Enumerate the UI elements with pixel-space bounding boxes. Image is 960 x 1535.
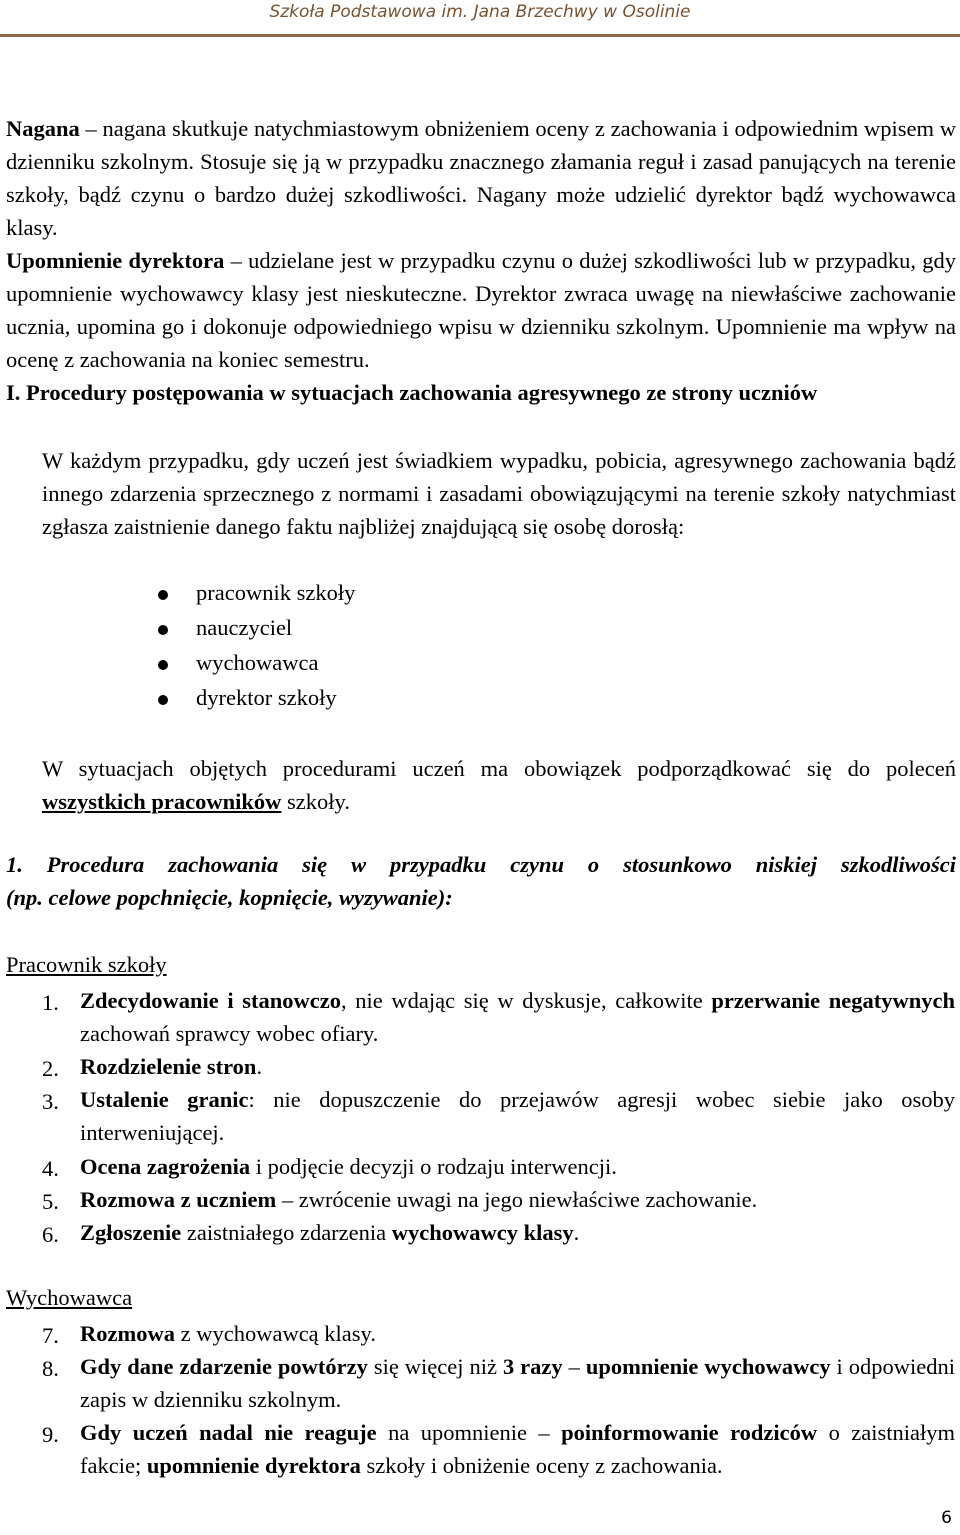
bullet-icon: [158, 660, 168, 670]
bullet-icon: [158, 590, 168, 600]
list-item-bold-text: Gdy uczeń nadal nie reaguje: [80, 1420, 377, 1445]
list-item-bold-text: Zgłoszenie: [80, 1220, 182, 1245]
header-rule: [0, 34, 960, 37]
list-item-text: – zwrócenie uwagi na jego niewłaściwe zachowanie.: [276, 1187, 758, 1212]
list-item-number: 2.: [42, 1056, 59, 1081]
list-item-number: 5.: [42, 1189, 59, 1214]
list-item-bold-text: upomnienie wychowawcy: [585, 1354, 831, 1379]
bullet-icon: [158, 695, 168, 705]
page-header: Szkoła Podstawowa im. Jana Brzechwy w Osolinie: [269, 2, 691, 22]
wychowawca-heading: Wychowawca: [6, 1285, 133, 1310]
list-item-number: 8.: [42, 1356, 59, 1381]
list-item: [80, 1317, 955, 1350]
list-item-number: 9.: [42, 1422, 59, 1447]
obligation-end: szkoły.: [281, 789, 350, 814]
bullet-item: wychowawca: [196, 650, 319, 675]
list-item-number: 7.: [42, 1323, 59, 1348]
list-item-text: .: [573, 1220, 580, 1245]
list-item-number: 1.: [42, 990, 59, 1015]
list-item-text: o zaistniałym fakcie;: [80, 1420, 955, 1478]
nagana-paragraph: [6, 112, 956, 244]
pracownik-heading: Pracownik szkoły: [6, 952, 167, 977]
list-item: [80, 984, 955, 1050]
list-item-bold-text: Zdecydowanie i stanowczo: [80, 988, 342, 1013]
list-item-text: –: [562, 1354, 586, 1379]
list-item-text: się więcej niż: [367, 1354, 503, 1379]
list-item-text: zaistniałego zdarzenia: [181, 1220, 392, 1245]
list-item-text: z wychowawcą klasy.: [174, 1321, 376, 1346]
obligation-paragraph: [42, 752, 956, 818]
bullet-item: dyrektor szkoły: [196, 685, 337, 710]
list-item-text: , nie wdając się w dyskusje, całkowite: [341, 988, 712, 1013]
list-item-bold-text: 3 razy: [502, 1354, 563, 1379]
bullet-item: nauczyciel: [196, 615, 293, 640]
list-item-bold-text: upomnienie dyrektora: [146, 1453, 361, 1478]
list-item-bold-text: Rozdzielenie stron: [80, 1054, 257, 1079]
obligation-start: W sytuacjach objętych procedurami uczeń ma obowiązek podporządkować się do poleceń: [42, 756, 956, 781]
list-item-bold-text: Rozmowa: [80, 1321, 175, 1346]
upomnienie-text: – udzielane jest w przypadku czynu o dużej szkodliwości lub w przypadku, gdy upomnienie wychowawcy klasy jest nieskuteczne. Dyrektor zwraca uwagę na niewłaściwe zachowanie ucznia, upomina go i dokonuje odpowiedniego wpisu w dzienniku szkolnym. Upomnienie ma wpływ na ocenę z zachowania na koniec semestru.: [6, 248, 956, 372]
list-item-number: 6.: [42, 1222, 59, 1247]
section-title: I. Procedury postępowania w sytuacjach zachowania agresywnego ze strony uczniów: [6, 380, 818, 405]
list-item-number: 4.: [42, 1156, 59, 1181]
list-item-text: na upomnienie –: [376, 1420, 562, 1445]
bullet-item: pracownik szkoły: [196, 580, 356, 605]
list-item-bold-text: przerwanie negatywnych: [711, 988, 956, 1013]
nagana-text: – nagana skutkuje natychmiastowym obniżeniem oceny z zachowania i odpowiednim wpisem w dzienniku szkolnym. Stosuje się ją w przypadku znacznego złamania reguł i zasad panujących na terenie szkoły, bądź czynu o bardzo dużej szkodliwości. Nagany może udzielić dyrektor bądź wychowawca klasy.: [6, 116, 956, 240]
list-item: [80, 1183, 955, 1216]
list-item: [80, 1216, 955, 1249]
list-item-bold-text: Ustalenie granic: [80, 1087, 249, 1112]
upomnienie-paragraph: [6, 244, 956, 376]
page-number: 6: [941, 1508, 952, 1528]
upomnienie-term: Upomnienie dyrektora: [6, 248, 225, 273]
list-item: [80, 1416, 955, 1482]
list-item-bold-text: wychowawcy klasy: [391, 1220, 574, 1245]
list-item: [80, 1350, 955, 1416]
list-item-number: 3.: [42, 1089, 59, 1114]
nagana-term: Nagana: [6, 116, 80, 141]
list-item-text: szkoły i obniżenie oceny z zachowania.: [360, 1453, 723, 1478]
list-item: [80, 1150, 955, 1183]
procedure-title-line2: (np. celowe popchnięcie, kopnięcie, wyzywanie):: [6, 885, 453, 910]
list-item-text: i odpowiedni zapis w dzienniku szkolnym.: [80, 1354, 956, 1412]
list-item-text: : nie dopuszczenie do przejawów agresji wobec siebie jako osoby interweniującej.: [80, 1087, 955, 1145]
list-item-text: zachowań sprawcy wobec ofiary.: [80, 1021, 379, 1046]
list-item-bold-text: Ocena zagrożenia: [80, 1154, 251, 1179]
list-item-bold-text: Gdy dane zdarzenie powtórzy: [80, 1354, 368, 1379]
obligation-emphasis: wszystkich pracowników: [42, 789, 282, 814]
bullet-icon: [158, 625, 168, 635]
list-item: [80, 1083, 955, 1149]
procedure-title-line1: 1. Procedura zachowania się w przypadku czynu o stosunkowo niskiej szkodliwości: [6, 852, 956, 877]
list-item: [80, 1050, 955, 1083]
list-item-bold-text: Rozmowa z uczniem: [80, 1187, 277, 1212]
list-item-text: .: [256, 1054, 263, 1079]
list-item-text: i podjęcie decyzji o rodzaju interwencji.: [250, 1154, 617, 1179]
intro-paragraph: W każdym przypadku, gdy uczeń jest świadkiem wypadku, pobicia, agresywnego zachowania bądź innego zdarzenia sprzecznego z normami i zasadami obowiązującymi na terenie szkoły natychmiast zgłasza zaistnienie danego faktu najbliżej znajdującą się osobę dorosłą:: [42, 448, 956, 539]
list-item-bold-text: poinformowanie rodziców: [561, 1420, 818, 1445]
